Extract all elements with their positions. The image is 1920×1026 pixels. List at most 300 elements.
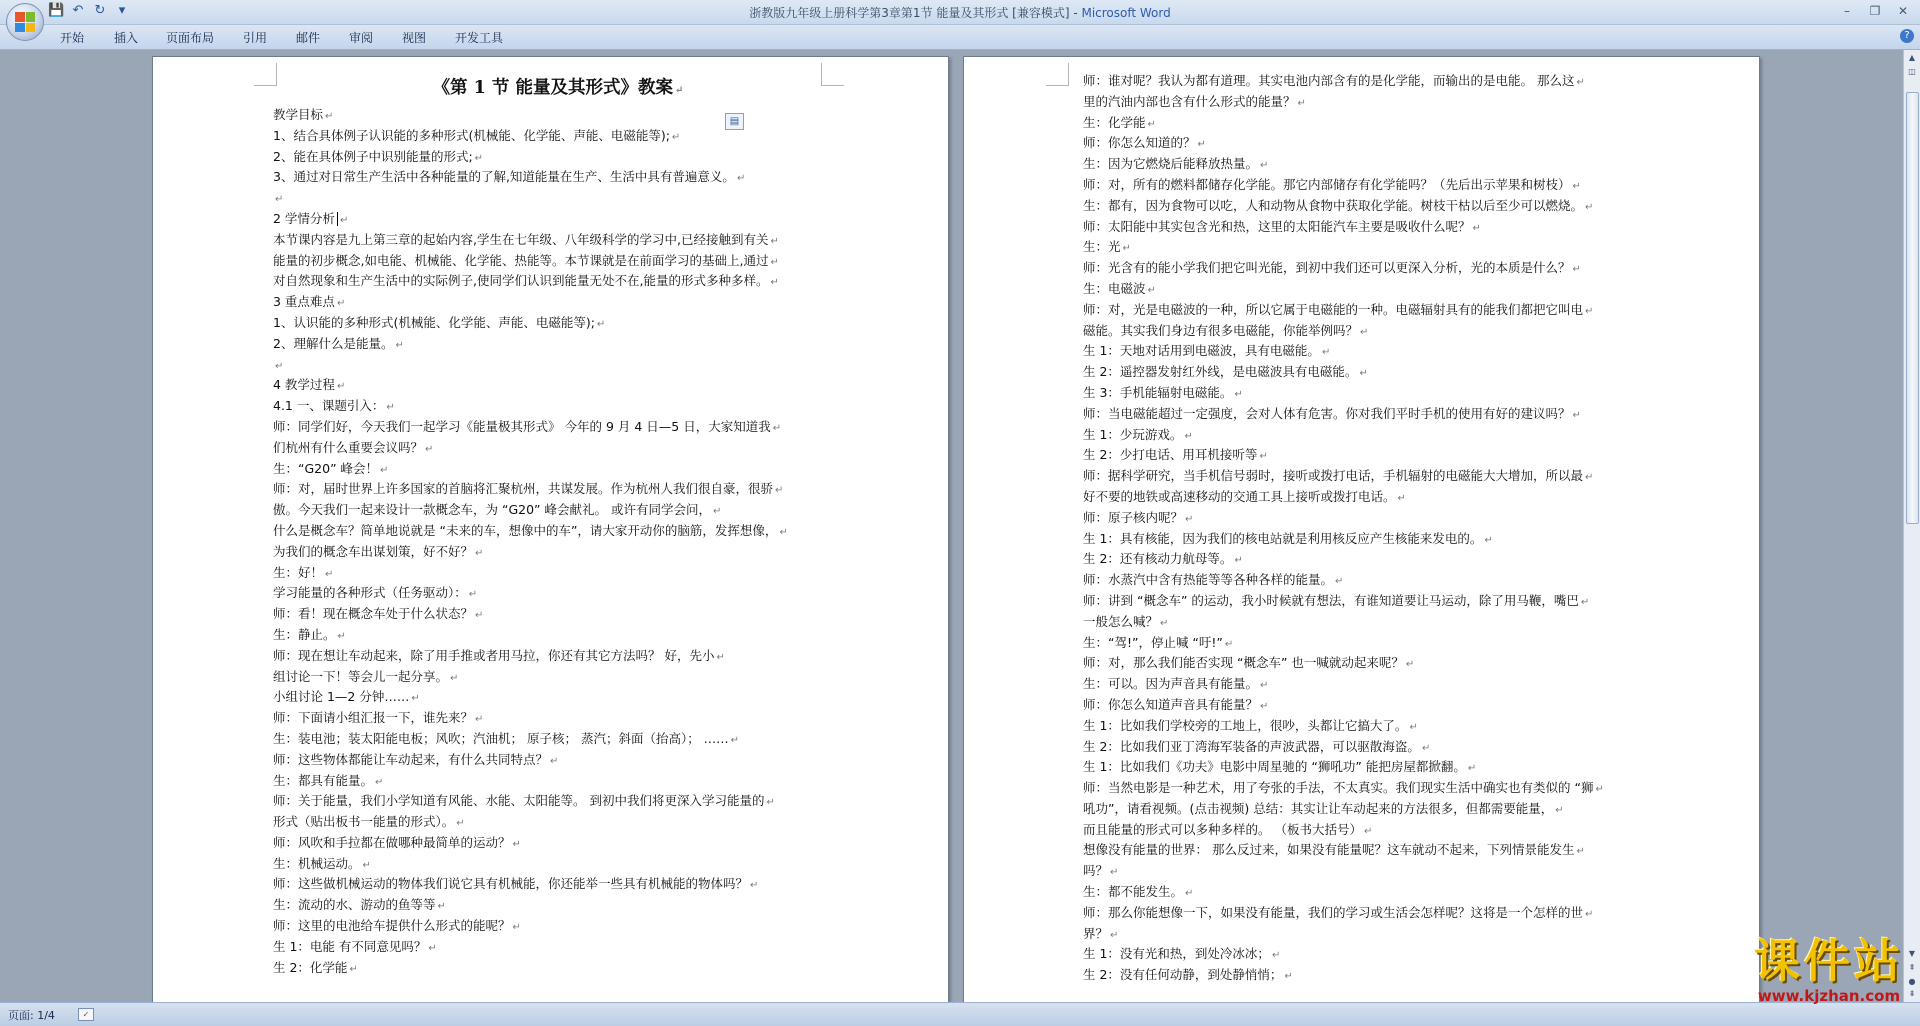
text-line-content: 们杭州有什么重要会议吗？	[273, 439, 424, 455]
browse-object-icon[interactable]: ●	[1908, 977, 1916, 986]
previous-page-icon[interactable]: ⇞	[1908, 963, 1916, 972]
text-line	[273, 355, 843, 376]
paragraph-mark-icon: ↵	[770, 235, 779, 247]
close-icon[interactable]: ✕	[1897, 4, 1909, 18]
text-line	[1083, 903, 1657, 924]
text-line-content: 3、通过对日常生产生活中各种能量的了解,知道能量在生产、生活中具有普遍意义。	[273, 169, 735, 185]
paragraph-mark-icon: ↵	[1234, 388, 1243, 400]
text-line	[1083, 154, 1657, 175]
paragraph-mark-icon: ↵	[1271, 950, 1281, 962]
paragraph-mark-icon: ↵	[1363, 825, 1373, 837]
text-line	[273, 417, 843, 438]
tab-references[interactable]: 引用	[243, 31, 268, 45]
text-line	[273, 812, 843, 833]
text-line-content: 界？	[1083, 925, 1109, 941]
text-line-content: 学习能量的各种形式（任务驱动）：	[273, 585, 467, 601]
text-line	[273, 854, 843, 875]
text-line	[273, 396, 843, 417]
text-line	[1083, 300, 1657, 321]
text-line	[273, 375, 843, 396]
text-line	[1083, 362, 1657, 383]
paragraph-mark-icon: ↵	[1185, 513, 1194, 525]
text-line	[1083, 529, 1657, 550]
text-line	[273, 313, 843, 334]
text-line-content: 生：因为它燃烧后能释放热量。	[1083, 156, 1259, 172]
paragraph-mark-icon: ↵	[1585, 472, 1594, 484]
text-line	[273, 230, 843, 251]
text-line-content: 1、认识能的多种形式(机械能、化学能、声能、电磁能等);	[273, 314, 595, 330]
text-line-content: 师：你怎么知道声音具有能量？	[1083, 696, 1259, 712]
text-line	[1083, 133, 1657, 154]
text-line	[273, 188, 843, 209]
text-line	[1083, 882, 1657, 903]
paragraph-mark-icon: ↵	[779, 526, 788, 538]
text-line	[273, 438, 843, 459]
ribbon-tabs	[0, 25, 1920, 50]
text-line	[1083, 840, 1657, 861]
paragraph-mark-icon: ↵	[337, 630, 346, 642]
next-page-icon[interactable]: ⇟	[1908, 989, 1916, 998]
office-logo-icon	[15, 12, 35, 32]
tab-view[interactable]: 视图	[402, 31, 427, 45]
text-line-content: 师：下面请小组汇报一下，谁先来？	[273, 710, 474, 726]
watermark-logo	[1754, 935, 1904, 1005]
text-cursor	[337, 212, 338, 226]
text-line-content: 师：当然电影是一种艺术，用了夸张的手法，不太真实。我们现实生活中确实也有类似的 “狮	[1083, 780, 1594, 796]
text-line	[1083, 175, 1657, 196]
help-icon[interactable]: ?	[1900, 29, 1914, 43]
text-line-content: 师：讲到 “概念车” 的运动，我小时候就有想法，有谁知道要让马运动，除了用马鞭，嘴巴	[1083, 592, 1579, 608]
text-line-content: 生 2：少打电话、用耳机接听等	[1083, 447, 1258, 463]
text-line-content: 傲。今天我们一起来设计一款概念车，为 “G20” 峰会献礼。 或许有同学会问，	[273, 502, 711, 518]
paragraph-mark-icon: ↵	[770, 256, 779, 268]
text-line	[1083, 383, 1657, 404]
text-line-content: 师：当电磁能超过一定强度，会对人体有危害。你对我们平时手机的使用有好的建议吗？	[1083, 405, 1571, 421]
text-line-content: 师：那么你能想像一下，如果没有能量，我们的学习或生活会怎样呢？这将是一个怎样的世	[1083, 904, 1584, 920]
paragraph-mark-icon: ↵	[1110, 867, 1119, 879]
text-line	[273, 687, 843, 708]
paragraph-mark-icon: ↵	[772, 422, 782, 434]
text-line	[273, 563, 843, 584]
text-line	[1083, 778, 1657, 799]
text-line	[273, 750, 843, 771]
paragraph-mark-icon: ↵	[1580, 596, 1590, 608]
text-line	[1083, 737, 1657, 758]
text-line-content: 生 1：比如我们《功夫》电影中周星驰的 “狮吼功” 能把房屋都掀翻。	[1083, 759, 1466, 775]
save-icon[interactable]: 💾	[48, 3, 65, 18]
text-line-content: 想像没有能量的世界： 那么反过来，如果没有能量呢？这车就动不起来，下列情景能发生	[1083, 842, 1575, 858]
text-line	[273, 729, 843, 750]
text-line-content: 生：装电池；装太阳能电板；风吹；汽油机； 原子核； 蒸汽；斜面（抬高）； ……	[273, 730, 729, 746]
paragraph-mark-icon: ↵	[275, 360, 284, 372]
text-line	[273, 521, 843, 542]
paragraph-mark-icon: ↵	[475, 714, 484, 726]
text-line-content: 生 2：没有任何动静，到处静悄悄；	[1083, 967, 1283, 983]
tab-review[interactable]: 审阅	[349, 31, 374, 45]
text-line-content: 生 1：比如我们学校旁的工地上，很吵，头都让它搞大了。	[1083, 717, 1408, 733]
paragraph-mark-icon: ↵	[1260, 700, 1269, 712]
text-line-content: 吼功”，请看视频。(点击视频) 总结：其实让让车动起来的方法很多，但都需要能量，	[1083, 800, 1554, 816]
paste-options-icon[interactable]: ▤	[725, 113, 744, 130]
tab-developer[interactable]: 开发工具	[455, 31, 504, 45]
text-line	[273, 958, 843, 979]
paragraph-mark-icon: ↵	[1576, 846, 1585, 858]
text-line-content: 师：现在想让车动起来，除了用手推或者用马拉，你还有其它方法吗？ 好，先小	[273, 647, 715, 663]
paragraph-mark-icon: ↵	[1572, 180, 1581, 192]
text-line	[1083, 508, 1657, 529]
paragraph-mark-icon: ↵	[1572, 409, 1581, 421]
paragraph-mark-icon: ↵	[512, 922, 521, 934]
text-line-content: 生：都具有能量。	[273, 772, 374, 788]
paragraph-mark-icon: ↵	[1397, 492, 1406, 504]
text-line	[1083, 113, 1657, 134]
text-line-content: 师：风吹和手拉都在做哪种最简单的运动？	[273, 834, 511, 850]
text-line	[1083, 674, 1657, 695]
text-line-content: 生 2：还有核动力航母等。	[1083, 551, 1233, 567]
paragraph-mark-icon: ↵	[1585, 201, 1594, 213]
paragraph-mark-icon: ↵	[512, 838, 521, 850]
text-line-content: 生：电磁波	[1083, 280, 1146, 296]
text-line	[273, 771, 843, 792]
text-line	[273, 604, 843, 625]
text-line-content: 师：你怎么知道的？	[1083, 135, 1196, 151]
text-line	[273, 833, 843, 854]
redo-icon[interactable]: ↻	[94, 3, 106, 18]
text-line-content: 师：这里的电池给车提供什么形式的能呢？	[273, 918, 511, 934]
text-line	[1083, 487, 1657, 508]
text-line-content: 师：这些物体都能让车动起来，有什么共同特点？	[273, 751, 549, 767]
document-area	[0, 50, 1904, 1002]
paragraph-mark-icon: ↵	[675, 85, 684, 96]
paragraph-mark-icon: ↵	[1184, 430, 1193, 442]
text-line	[273, 479, 843, 500]
paragraph-mark-icon: ↵	[1260, 680, 1269, 692]
text-line-content: 本节课内容是九上第三章的起始内容,学生在七年级、八年级科学的学习中,已经接触到有关	[273, 231, 769, 247]
page-indicator[interactable]: 页面: 1/4	[8, 1009, 55, 1022]
text-line-content: 师：谁对呢？我认为都有道理。其实电池内部含有的是化学能，而输出的是电能。 那么这	[1083, 73, 1575, 88]
paragraph-mark-icon: ↵	[336, 298, 346, 310]
text-line-content: 生：光	[1083, 239, 1121, 255]
scroll-up-icon[interactable]: ▲	[1908, 53, 1916, 62]
text-line	[1083, 425, 1657, 446]
status-bar	[0, 1002, 1920, 1026]
scrollbar-thumb[interactable]	[1906, 92, 1919, 524]
text-line	[1083, 570, 1657, 591]
text-line-content: 对自然现象和生产生活中的实际例子,使同学们认识到能量无处不在,能量的形式多种多样。	[273, 273, 769, 289]
text-line	[1083, 196, 1657, 217]
document-title: 《第 1 节 能量及其形式》教案 ↵	[432, 78, 684, 98]
paragraph-mark-icon: ↵	[339, 214, 349, 226]
text-line	[1083, 861, 1657, 882]
text-line-content: 2、能在具体例子中识别能量的形式;	[273, 148, 473, 164]
text-line	[273, 334, 843, 355]
text-line-content: 师：光含有的能小学我们把它叫光能，到初中我们还可以更深入分析，光的本质是什么？	[1083, 260, 1571, 276]
text-line-content: 生：可以。因为声音具有能量。	[1083, 676, 1259, 692]
paragraph-mark-icon: ↵	[1259, 451, 1268, 463]
text-line	[1083, 217, 1657, 238]
paragraph-mark-icon: ↵	[428, 942, 437, 954]
text-line	[1083, 92, 1657, 113]
text-line-content: 生：机械运动。	[273, 855, 361, 871]
text-line	[273, 583, 843, 604]
text-line-content: 师：同学们好，今天我们一起学习《能量极其形式》 今年的 9 月 4 日—5 日，大家知道我	[273, 418, 771, 434]
text-line-content: 生：“G20” 峰会！	[273, 460, 379, 476]
tab-home[interactable]: 开始	[60, 31, 85, 45]
page-2-lines	[1083, 71, 1657, 986]
paragraph-mark-icon: ↵	[395, 339, 404, 351]
text-line-content: 1、结合具体例子认识能的多种形式(机械能、化学能、声能、电磁能等);	[273, 127, 670, 143]
text-line	[1083, 633, 1657, 654]
paragraph-mark-icon: ↵	[425, 443, 434, 455]
text-line-content: 师：水蒸汽中含有热能等等各种各样的能量。	[1083, 572, 1334, 588]
paragraph-mark-icon: ↵	[362, 859, 371, 871]
text-line-content: 2、理解什么是能量。	[273, 335, 394, 351]
text-line-content: 而且能量的形式可以多种多样的。 （板书大括号）	[1083, 821, 1362, 837]
paragraph-mark-icon: ↵	[325, 568, 334, 580]
text-line-content: 教学目标	[273, 107, 324, 122]
tab-mailings[interactable]: 邮件	[296, 31, 321, 45]
text-line-content: 生 1：没有光和热，到处冷冰冰；	[1083, 946, 1270, 962]
tab-page-layout[interactable]: 页面布局	[166, 31, 215, 45]
text-line-content: 师：对，届时世界上许多国家的首脑将汇聚杭州，共谋发展。作为杭州人我们很自豪，很骄	[273, 481, 774, 497]
text-line-content: 4.1 一、课题引入：	[273, 398, 385, 414]
text-line-content: 师：太阳能中其实包含光和热，这里的太阳能汽车主要是吸收什么呢？	[1083, 218, 1471, 234]
text-line	[273, 126, 843, 147]
scroll-down-icon[interactable]: ▼	[1908, 949, 1916, 958]
window-controls	[1834, 2, 1916, 20]
customize-qat-icon[interactable]: ▾	[118, 3, 126, 18]
text-line	[273, 708, 843, 729]
restore-icon[interactable]: ❐	[1869, 4, 1881, 18]
paragraph-mark-icon: ↵	[1284, 971, 1293, 983]
text-line	[273, 667, 843, 688]
paragraph-mark-icon: ↵	[1122, 243, 1131, 255]
text-line-content: 生 2：化学能	[273, 959, 348, 975]
text-line-content: 生 1：少玩游戏。	[1083, 426, 1183, 442]
text-line	[1083, 799, 1657, 820]
text-line	[1083, 466, 1657, 487]
text-line-content: 2 学情分析	[273, 210, 335, 226]
ruler-toggle-icon[interactable]: ◫	[1908, 67, 1916, 76]
paragraph-mark-icon: ↵	[475, 610, 484, 622]
paragraph-mark-icon: ↵	[474, 152, 484, 164]
text-line-content: 能量的初步概念,如电能、机械能、化学能、热能等。本节课就是在前面学习的基础上,通过	[273, 252, 769, 268]
tab-insert[interactable]: 插入	[114, 31, 139, 45]
paragraph-mark-icon: ↵	[386, 402, 395, 414]
text-line	[273, 874, 843, 895]
text-line	[273, 292, 843, 313]
paragraph-mark-icon: ↵	[1321, 347, 1331, 359]
text-line-content: 师：据科学研究，当手机信号弱时，接听或拨打电话，手机辐射的电磁能大大增加，所以最	[1083, 468, 1584, 484]
paragraph-mark-icon: ↵	[1585, 908, 1594, 920]
office-button[interactable]	[6, 3, 44, 41]
text-line	[1083, 965, 1657, 986]
text-line	[273, 459, 843, 480]
paragraph-mark-icon: ↵	[1297, 97, 1306, 109]
paragraph-mark-icon: ↵	[468, 589, 478, 601]
paragraph-mark-icon: ↵	[450, 672, 459, 684]
text-line	[273, 625, 843, 646]
minimize-icon[interactable]: –	[1844, 4, 1850, 18]
text-line	[1083, 71, 1657, 92]
text-line-content: 师：这些做机械运动的物体我们说它具有机械能，你还能举一些具有机械能的物体吗？	[273, 876, 749, 892]
paragraph-mark-icon: ↵	[775, 485, 784, 497]
proofing-status-icon[interactable]: ✓	[78, 1008, 94, 1021]
text-line	[1083, 924, 1657, 945]
text-line	[1083, 549, 1657, 570]
paragraph-mark-icon: ↵	[1197, 139, 1206, 151]
undo-icon[interactable]: ↶	[72, 3, 84, 18]
paragraph-mark-icon: ↵	[1595, 784, 1604, 796]
text-line-content: 小组讨论 1—2 分钟……	[273, 689, 410, 705]
text-line	[273, 895, 843, 916]
text-line	[1083, 716, 1657, 737]
text-line-content: 4 教学过程	[273, 377, 335, 393]
text-line	[273, 937, 843, 958]
page-1-lines	[273, 105, 843, 978]
paragraph-mark-icon: ↵	[1484, 534, 1493, 546]
window-title	[0, 4, 1920, 21]
text-line-content: 好不要的地铁或高速移动的交通工具上接听或拨打电话。	[1083, 488, 1396, 504]
text-line-content: 形式（贴出板书一能量的形式）。	[273, 814, 455, 830]
paragraph-mark-icon: ↵	[736, 173, 746, 185]
paragraph-mark-icon: ↵	[456, 818, 465, 830]
title-bar	[0, 0, 1920, 25]
text-line	[273, 105, 843, 126]
window-title-app: Microsoft Word	[1081, 6, 1171, 20]
paragraph-mark-icon: ↵	[1185, 888, 1194, 900]
paragraph-mark-icon: ↵	[1409, 721, 1418, 733]
paragraph-mark-icon: ↵	[671, 131, 681, 143]
paragraph-mark-icon: ↵	[750, 880, 759, 892]
paragraph-mark-icon: ↵	[1467, 763, 1477, 775]
text-line-content: 生：好！	[273, 564, 324, 580]
text-line-content: 生 2：遥控器发射红外线，是电磁波具有电磁能。	[1083, 364, 1358, 380]
text-line-content: 师：对，光是电磁波的一种，所以它属于电磁能的一种。电磁辐射具有的能我们都把它叫电	[1083, 301, 1584, 317]
text-line	[273, 167, 843, 188]
text-line	[273, 542, 843, 563]
paragraph-mark-icon: ↵	[1576, 77, 1585, 88]
paragraph-mark-icon: ↵	[712, 506, 722, 518]
paragraph-mark-icon: ↵	[1147, 118, 1156, 130]
text-line-content: 什么是概念车？简单地说就是 “未来的车，想像中的车”，请大家开动你的脑筋，发挥想像，	[273, 522, 778, 538]
text-line-content: 师：对，所有的燃料都储存化学能。那它内部储存有化学能吗？（先后出示苹果和树枝）	[1083, 176, 1571, 192]
paragraph-mark-icon: ↵	[1572, 264, 1581, 276]
paragraph-mark-icon: ↵	[770, 277, 779, 289]
text-line-content: 师：对，那么我们能否实现 “概念车” 也一喊就动起来呢？	[1083, 655, 1404, 671]
text-line	[1083, 612, 1657, 633]
page-1-text	[273, 71, 843, 978]
paragraph-mark-icon: ↵	[1405, 659, 1415, 671]
paragraph-mark-icon: ↵	[411, 693, 420, 705]
text-line-content: 生：“驾!”，停止喊 “吁!”	[1083, 634, 1223, 650]
text-line-content: 为我们的概念车出谋划策，好不好？	[273, 543, 474, 559]
vertical-scrollbar[interactable]	[1903, 50, 1920, 1002]
paragraph-mark-icon: ↵	[375, 776, 384, 788]
text-line	[1083, 591, 1657, 612]
watermark-url: www.kjzhan.com	[1757, 987, 1901, 1005]
paragraph-mark-icon: ↵	[1359, 368, 1368, 380]
text-line-content: 生 2：比如我们亚丁湾海军装备的声波武器，可以驱散海盗。	[1083, 738, 1420, 754]
text-line	[1083, 944, 1657, 965]
paragraph-mark-icon: ↵	[1234, 555, 1243, 567]
paragraph-mark-icon: ↵	[1585, 305, 1594, 317]
paragraph-mark-icon: ↵	[550, 755, 559, 767]
paragraph-mark-icon: ↵	[437, 901, 446, 913]
text-line	[1083, 695, 1657, 716]
paragraph-mark-icon: ↵	[1110, 929, 1119, 941]
watermark-title: 课件站	[1754, 934, 1904, 988]
text-line	[1083, 279, 1657, 300]
paragraph-mark-icon: ↵	[716, 651, 725, 663]
text-line	[273, 209, 843, 230]
page-2-text	[1083, 71, 1657, 986]
paragraph-mark-icon: ↵	[325, 111, 334, 122]
text-line-content: 3 重点难点	[273, 294, 335, 310]
text-line	[273, 147, 843, 168]
text-line-content: 师：看！现在概念车处于什么状态？	[273, 606, 474, 622]
paragraph-mark-icon: ↵	[336, 381, 346, 393]
text-line	[273, 791, 843, 812]
paragraph-mark-icon: ↵	[349, 963, 358, 975]
text-line	[273, 916, 843, 937]
text-line	[1083, 445, 1657, 466]
text-line	[273, 500, 843, 521]
text-line-content: 组讨论一下！等会儿一起分享。	[273, 668, 449, 684]
document-page-2[interactable]	[963, 56, 1760, 1002]
text-line-content: 师：关于能量，我们小学知道有风能、水能、太阳能等。 到初中我们将更深入学习能量的	[273, 793, 765, 809]
document-page-1[interactable]	[152, 56, 949, 1002]
paragraph-mark-icon: ↵	[1472, 222, 1481, 234]
paragraph-mark-icon: ↵	[275, 194, 284, 206]
text-line-content: 生：静止。	[273, 626, 336, 642]
text-line-content: 生 1：具有核能，因为我们的核电站就是利用核反应产生核能来发电的。	[1083, 530, 1483, 546]
text-line	[273, 646, 843, 667]
text-line	[1083, 258, 1657, 279]
text-line-content: 一般怎么喊？	[1083, 613, 1159, 629]
text-line	[1083, 404, 1657, 425]
paragraph-mark-icon: ↵	[380, 464, 389, 476]
paragraph-mark-icon: ↵	[1360, 326, 1369, 338]
text-line-content: 里的汽油内部也含有什么形式的能量？	[1083, 93, 1296, 109]
paragraph-mark-icon: ↵	[766, 797, 775, 809]
text-line-content: 生：流动的水、游动的鱼等等	[273, 897, 436, 913]
text-line-content: 磁能。其实我们身边有很多电磁能，你能举例吗？	[1083, 322, 1359, 338]
paragraph-mark-icon: ↵	[1421, 742, 1431, 754]
text-line-content: 生：化学能	[1083, 114, 1146, 130]
paragraph-mark-icon: ↵	[1335, 576, 1344, 588]
text-line	[1083, 653, 1657, 674]
paragraph-mark-icon: ↵	[1224, 638, 1234, 650]
paragraph-mark-icon: ↵	[1260, 160, 1269, 172]
paragraph-mark-icon: ↵	[475, 547, 484, 559]
text-line-content: 生：都不能发生。	[1083, 884, 1184, 900]
paragraph-mark-icon: ↵	[1160, 617, 1169, 629]
text-line	[1083, 237, 1657, 258]
window-title-doc: 浙教版九年级上册科学第3章第1节 能量及其形式 [兼容模式] -	[749, 6, 1082, 20]
text-line-content: 生 1：电能 有不同意见吗？	[273, 938, 427, 954]
paragraph-mark-icon: ↵	[596, 318, 606, 330]
margin-corner-mark	[1046, 63, 1069, 86]
text-line-content: 生 1：天地对话用到电磁波，具有电磁能。	[1083, 343, 1320, 359]
text-line	[1083, 757, 1657, 778]
paragraph-mark-icon: ↵	[730, 734, 740, 746]
text-line-content: 吗？	[1083, 863, 1109, 879]
text-line	[1083, 820, 1657, 841]
text-line-content: 师：原子核内呢？	[1083, 509, 1184, 525]
paragraph-mark-icon: ↵	[1555, 804, 1564, 816]
text-line	[1083, 321, 1657, 342]
